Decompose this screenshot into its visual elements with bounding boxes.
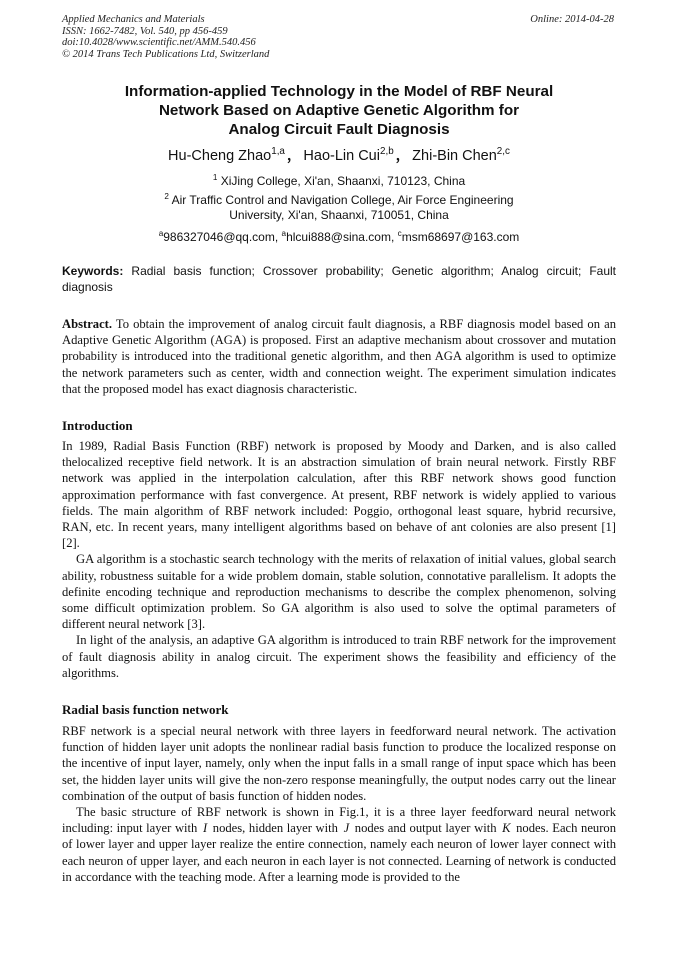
email-mark: a [158, 229, 164, 238]
paragraph: GA algorithm is a stochastic search technology with the merits of relaxation of initial values, global search ability, robustness suitable for a wide problem domain, stable solution, connotative parallelism. It adopts the definite encoding technique and reproduction mechanisms to describe the complex phenomenon, solving some difficult optimization problem. So GA algorithm is also used to solve the optimal parameters of different neural network [3]. [62, 552, 616, 632]
affiliation-text: Air Traffic Control and Navigation College, Air Force Engineering [171, 193, 514, 207]
author-separator: ， [286, 148, 302, 164]
paragraph [62, 804, 616, 885]
email-mark: a [281, 229, 287, 238]
journal-header [62, 14, 269, 60]
abstract [62, 316, 616, 397]
variable-i: I [202, 821, 208, 836]
author-affiliation-mark: 2,c [496, 146, 510, 158]
introduction-body [62, 438, 616, 681]
title-line-3: Analog Circuit Fault Diagnosis [228, 121, 450, 138]
affiliation-mark: 1 [212, 173, 218, 182]
author-list [62, 144, 616, 165]
affiliation-text: University, Xi'an, Shaanxi, 710051, China [229, 208, 449, 222]
text-run: nodes and output layer with [354, 821, 497, 836]
author-emails [62, 230, 616, 244]
variable-j: J [343, 821, 350, 836]
section-heading-rbf: Radial basis function network [62, 702, 229, 717]
author-name: Zhi-Bin Chen [412, 148, 497, 164]
affiliation-1 [62, 174, 616, 188]
variable-k: K [502, 821, 511, 836]
abstract-text: To obtain the improvement of analog circuit fault diagnosis, a RBF diagnosis model based on an Adaptive Genetic Algorithm (AGA) is proposed. First an adaptive mechanism about crossover and mutation probability is introduced into the traditional genetic algorithm, and then AGA algorithm is used to optimize the network parameters such as center, width and connection weight. The experiment simulation indicates that the proposed model has exact diagnosis characteristic. [62, 317, 616, 396]
email-mark: c [397, 229, 402, 238]
email-link[interactable]: 986327046@qq.com, [163, 230, 282, 244]
online-date: Online: 2014-04-28 [530, 14, 614, 25]
author-affiliation-mark: 2,b [379, 146, 394, 158]
keywords [62, 264, 616, 295]
title-line-2: Network Based on Adaptive Genetic Algorithm for [158, 102, 520, 119]
title-line-1: Information-applied Technology in the Model of RBF Neural [124, 83, 554, 100]
keywords-text: Radial basis function; Crossover probability; Genetic algorithm; Analog circuit; Fault diagnosis [62, 264, 616, 294]
author-separator: ， [395, 148, 411, 164]
journal-issn: ISSN: 1662-7482, Vol. 540, pp 456-459 [62, 25, 228, 37]
journal-copyright: © 2014 Trans Tech Publications Ltd, Switzerland [62, 48, 270, 60]
text-run: The basic structure of RBF network is shown in Fig.1, it is a three layer feedforward neural network including: input layer with [62, 805, 616, 836]
text-run: nodes, hidden layer with [212, 821, 338, 836]
paragraph: RBF network is a special neural network with three layers in feedforward neural network. The activation function of hidden layer unit adopts the nonlinear radial basis function to produce the localized response on the incentive of input layer, namely, only when the input falls in a small range of input space which has been set, the hidden layer units will give the non-zero response meaningfully, the output nodes carry out the linear combination of the output of basis function of hidden nodes. [62, 724, 616, 803]
journal-doi: doi:10.4028/www.scientific.net/AMM.540.456 [62, 37, 256, 48]
paragraph: In light of the analysis, an adaptive GA algorithm is introduced to train RBF network for the improvement of fault diagnosis ability in analog circuit. The experiment shows the feasibility and efficiency of the algorithms. [62, 633, 616, 680]
text-run: nodes. Each neuron of lower layer and upper layer realize the entire connection, namely each neuron of lower layer connect with each neuron of upper layer, and each neuron in each layer is not connected. Learning of network is conducted in accordance with the teaching mode. After a learning mode is provided to the [62, 821, 617, 884]
author-affiliation-mark: 1,a [271, 146, 285, 158]
affiliation-mark: 2 [164, 192, 169, 201]
affiliation-2 [62, 193, 616, 223]
journal-name: Applied Mechanics and Materials [62, 14, 205, 25]
affiliation-text: XiJing College, Xi'an, Shaanxi, 710123, China [220, 174, 466, 188]
email-link[interactable]: hlcui888@sina.com, [286, 230, 398, 244]
author-name: Hao-Lin Cui [303, 148, 380, 164]
keywords-label: Keywords: [62, 264, 124, 278]
author-name: Hu-Cheng Zhao [168, 148, 272, 164]
paragraph: In 1989, Radial Basis Function (RBF) network is proposed by Moody and Darken, and is also called thelocalized receptive field network. It is an abstraction simulation of brain neural network. Firstly RBF network was applied in the interpolation calculation, after this RBF network shows good function approximation performance with fast convergence. At present, RBF network is widely applied to various fields. The main algorithm of RBF network included: Poggio, orthogonal least square, hybrid recursive, RAN, etc. In recent years, many intelligent algorithms based on behave of ant colonies are also present [1][2]. [62, 439, 616, 551]
abstract-label: Abstract. [62, 317, 113, 331]
rbf-body [62, 723, 616, 885]
section-heading-introduction: Introduction [62, 418, 133, 433]
email-link[interactable]: msm68697@163.com [401, 230, 520, 244]
paper-title [62, 82, 616, 139]
